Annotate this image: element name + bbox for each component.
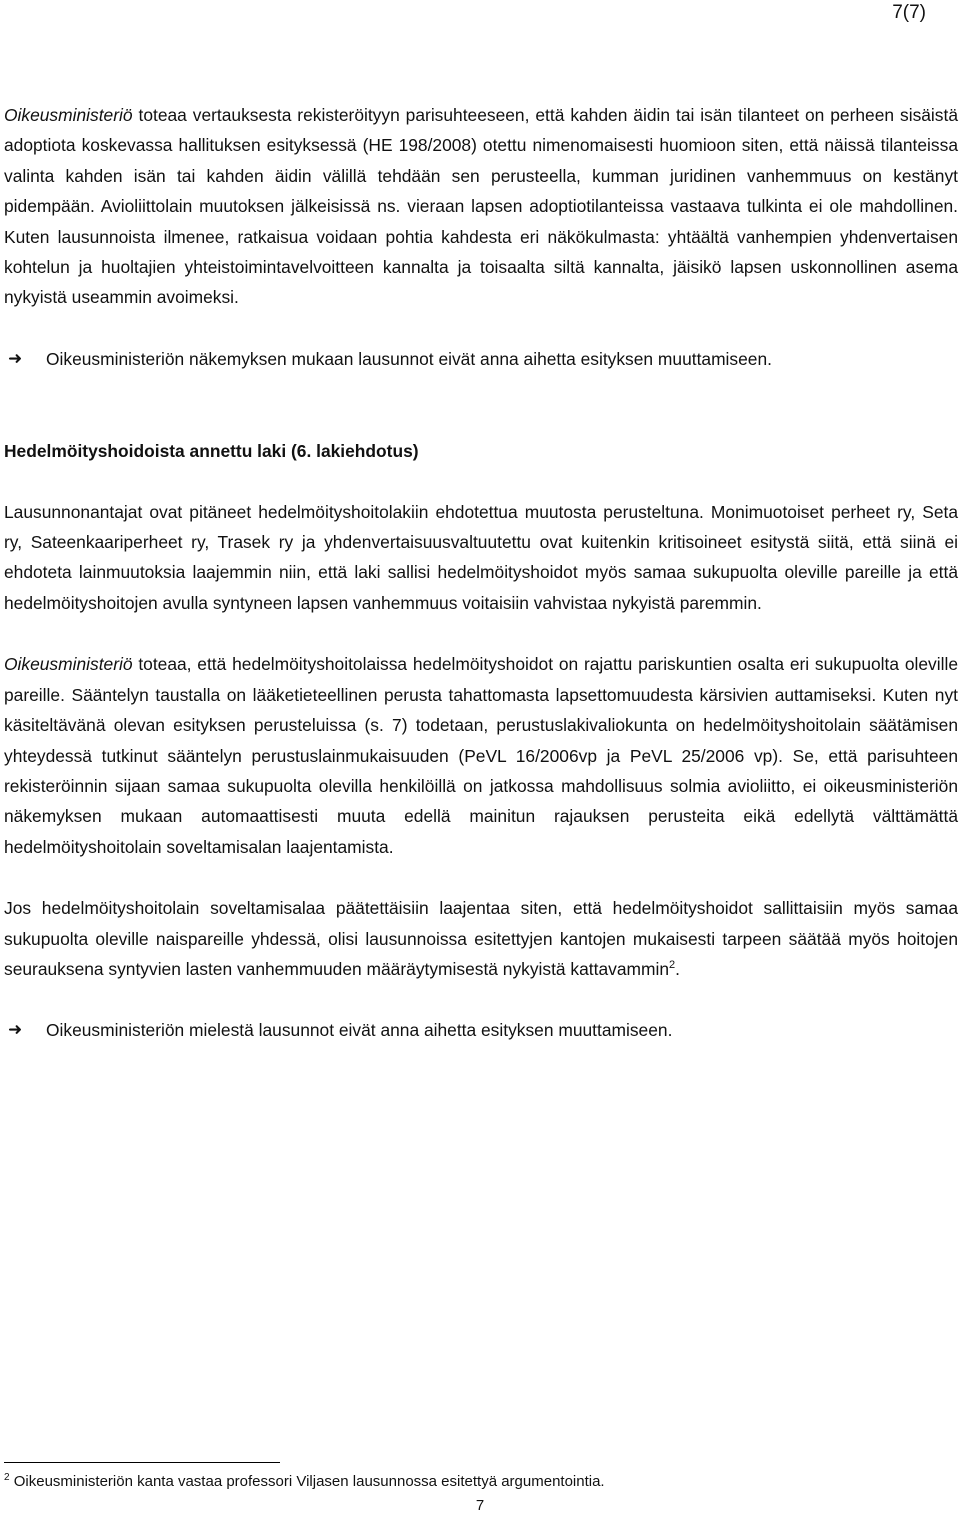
footnote-ref: 2 — [669, 958, 676, 971]
conclusion-1 — [4, 344, 958, 374]
ministry-italic: Oikeusministeriö — [4, 105, 133, 125]
paragraph-2: Lausunnonantajat ovat pitäneet hedelmöityshoitolakiin ehdotettua muutosta perusteltuna. Monimuotoiset perheet ry, Seta ry, Sateenkaariperheet ry, Trasek ry ja yhdenvertaisuusvaltuutettu ovat kuitenkin kritisoineet esitystä siitä, että siinä ei ehdoteta lainmuutoksia laajemmin niin, että laki sallisi hedelmöityshoidot myös samaa sukupuolta oleville pareille ja että hedelmöityshoitojen avulla syntyneen lapsen vanhemmuus voitaisiin vahvistaa nykyistä paremmin. — [4, 501, 958, 613]
paragraph-1 — [4, 100, 958, 313]
footnote-divider — [4, 1462, 280, 1463]
footnote — [4, 1472, 605, 1492]
arrow-right-icon: ➜ — [8, 1020, 23, 1041]
arrow-right-icon: ➜ — [8, 348, 23, 369]
page-label: 7(7) — [892, 2, 926, 23]
page-number: 7 — [475, 1497, 485, 1514]
footnote-text: Oikeusministeriön kanta vastaa professori Viljasen lausunnossa esitettyä argumentointia. — [9, 1473, 605, 1490]
paragraph-3 — [4, 649, 958, 862]
section-heading: Hedelmöityshoidoista annettu laki (6. lakiehdotus) — [4, 441, 419, 462]
paragraph-4-end: . — [675, 958, 680, 979]
ministry-italic-2: Oikeusministeriö — [4, 654, 133, 675]
conclusion-1-text: Oikeusministeriön näkemyksen mukaan lausunnot eivät anna aihetta esityksen muuttamiseen. — [46, 348, 772, 369]
conclusion-2 — [4, 1015, 958, 1045]
conclusion-2-text: Oikeusministeriön mielestä lausunnot eivät anna aihetta esityksen muuttamiseen. — [46, 1020, 673, 1041]
paragraph-1-text: toteaa vertauksesta rekisteröityyn parisuhteeseen, että kahden äidin tai isän tilanteet on perheen sisäistä adoptiota koskevassa hallituksen esityksessä (HE 198/2008) otettu nimenomaisesti huomioon siten, että näissä tilanteissa valinta kahden isän tai kahden äidin välillä tehdään sen perusteella, kumman juridinen vanhemmuus on kestänyt pidempään. Avioliittolain muutoksen jälkeisissä ns. vieraan lapsen adoptiotilanteissa vastaava tulkinta ei ole mahdollinen. Kuten lausunnoista ilmenee, ratkaisua voidaan pohtia kahdesta eri näkökulmasta: yhtäältä vanhempien yhdenvertaisen kohtelun ja huoltajien yhteistoimintavelvoitteen kannalta ja toisaalta siltä kannalta, jäisikö lapsen uskonnollinen asema nykyistä useammin avoimeksi. — [4, 105, 958, 308]
paragraph-4-text: Jos hedelmöityshoitolain soveltamisalaa päätettäisiin laajentaa siten, että hedelmöityshoidot sallittaisiin myös samaa sukupuolta oleville naispareille yhdessä, olisi lausunnoissa esitettyjen kantojen mukaisesti tarpeen säätää myös hoitojen seurauksena syntyvien lasten vanhemmuuden määräytymisestä nykyistä kattavammin — [4, 898, 958, 979]
paragraph-4 — [4, 893, 958, 984]
paragraph-3-text: toteaa, että hedelmöityshoitolaissa hedelmöityshoidot on rajattu pariskuntien osalta eri sukupuolta oleville pareille. Sääntelyn taustalla on lääketieteellinen perusta tahattomasta lapsettomuudesta kärsivien auttamiseksi. Kuten nyt käsiteltävänä olevan esityksen perusteluissa (s. 7) todetaan, perustuslakivaliokunta on hedelmöityshoitolain säätämisen yhteydessä tutkinut sääntelyn perustuslainmukaisuuden (PeVL 16/2006vp ja PeVL 25/2006 vp). Se, että parisuhteen rekisteröinnin sijaan samaa sukupuolta olevilla henkilöillä on jatkossa mahdollisuus solmia avioliitto, ei oikeusministeriön näkemyksen mukaan automaattisesti muuta edellä mainitun rajauksen perusteita eikä edellytä välttämättä hedelmöityshoitolain soveltamisalan laajentamista. — [4, 654, 958, 857]
footnote-marker: 2 — [4, 1472, 10, 1483]
document-body — [4, 100, 958, 1046]
